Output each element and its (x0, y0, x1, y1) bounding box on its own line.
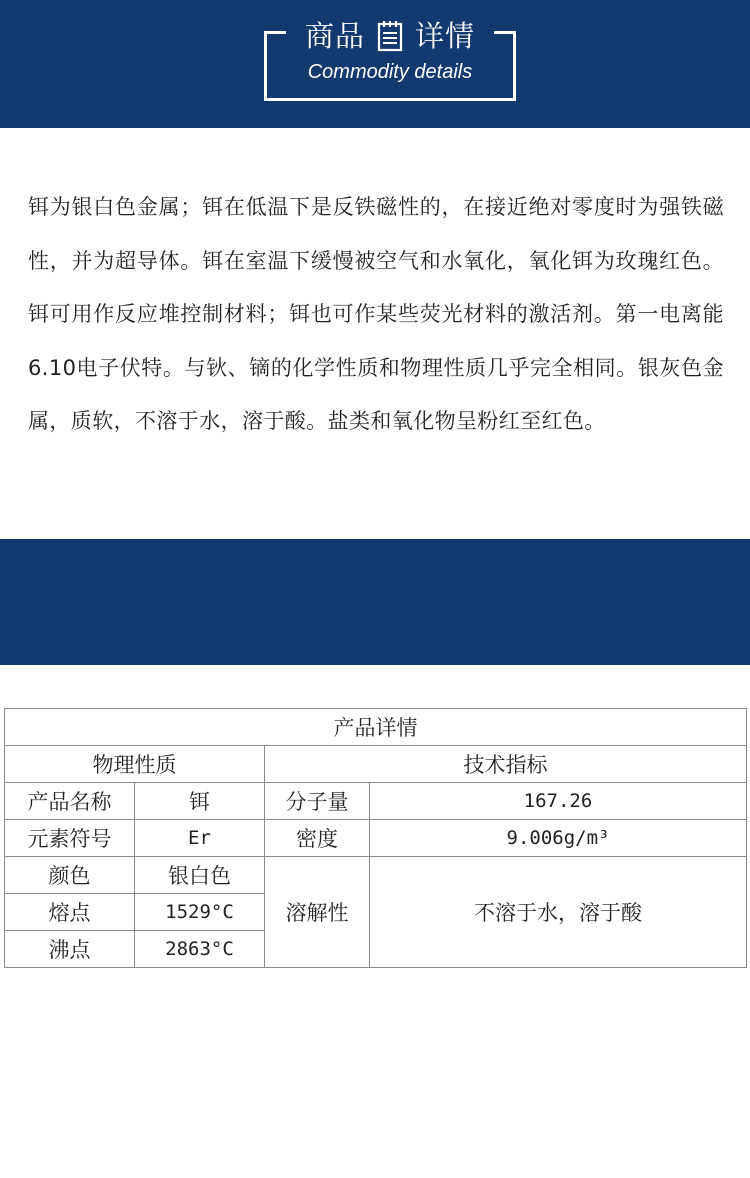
element-symbol-value: Er (135, 820, 265, 857)
section-title-right: 成分 (415, 1096, 476, 1130)
product-name-value: 铒 (135, 783, 265, 820)
section-subtitle: Commodity details (307, 61, 473, 83)
color-value: 银白色 (135, 857, 265, 894)
boiling-point-label: 沸点 (5, 931, 135, 968)
product-spec-table (4, 708, 747, 968)
table-caption: 产品详情 (5, 709, 747, 746)
section-title-left: 商品 (304, 19, 365, 53)
section-title-right: 详情 (415, 19, 476, 53)
title-frame (264, 1096, 516, 1178)
color-label: 颜色 (5, 857, 135, 894)
solubility-label: 溶解性 (265, 857, 370, 968)
product-description: 铒为银白色金属；铒在低温下是反铁磁性的，在接近绝对零度时为强铁磁性，并为超导体。铒在室温下缓慢被空气和水氧化，氧化铒为玫瑰红色。铒可用作反应堆控制材料；铒也可作某些荧光材料的激活剂。第一电离能6.10电子伏特。与钬、镝的化学性质和物理性质几乎完全相同。银灰色金属，质软，不溶于水，溶于酸。盐类和氧化物呈粉红至红色。 (28, 195, 724, 433)
element-symbol-label: 元素符号 (5, 820, 135, 857)
table-row (5, 783, 747, 820)
section-subtitle: Chemical composition (292, 1138, 488, 1160)
physical-properties-header: 物理性质 (5, 746, 265, 783)
melting-point-label: 熔点 (5, 894, 135, 931)
section-title (264, 1095, 516, 1130)
product-name-label: 产品名称 (5, 783, 135, 820)
molecular-weight-label: 分子量 (265, 783, 370, 820)
molecule-icon (373, 1096, 407, 1130)
boiling-point-value: 2863°C (135, 931, 265, 968)
commodity-details-banner (0, 0, 750, 128)
section-title (264, 18, 516, 53)
density-value: 9.006g/m³ (370, 820, 747, 857)
table-row (5, 857, 747, 894)
table-row (5, 746, 747, 783)
technical-index-header: 技术指标 (265, 746, 747, 783)
table-row (5, 820, 747, 857)
table-row (5, 709, 747, 746)
title-frame (264, 19, 516, 101)
solubility-value: 不溶于水，溶于酸 (370, 857, 747, 968)
section-title-left: 化学 (304, 1096, 365, 1130)
melting-point-value: 1529°C (135, 894, 265, 931)
density-label: 密度 (265, 820, 370, 857)
molecular-weight-value: 167.26 (370, 783, 747, 820)
notepad-icon (373, 19, 407, 53)
